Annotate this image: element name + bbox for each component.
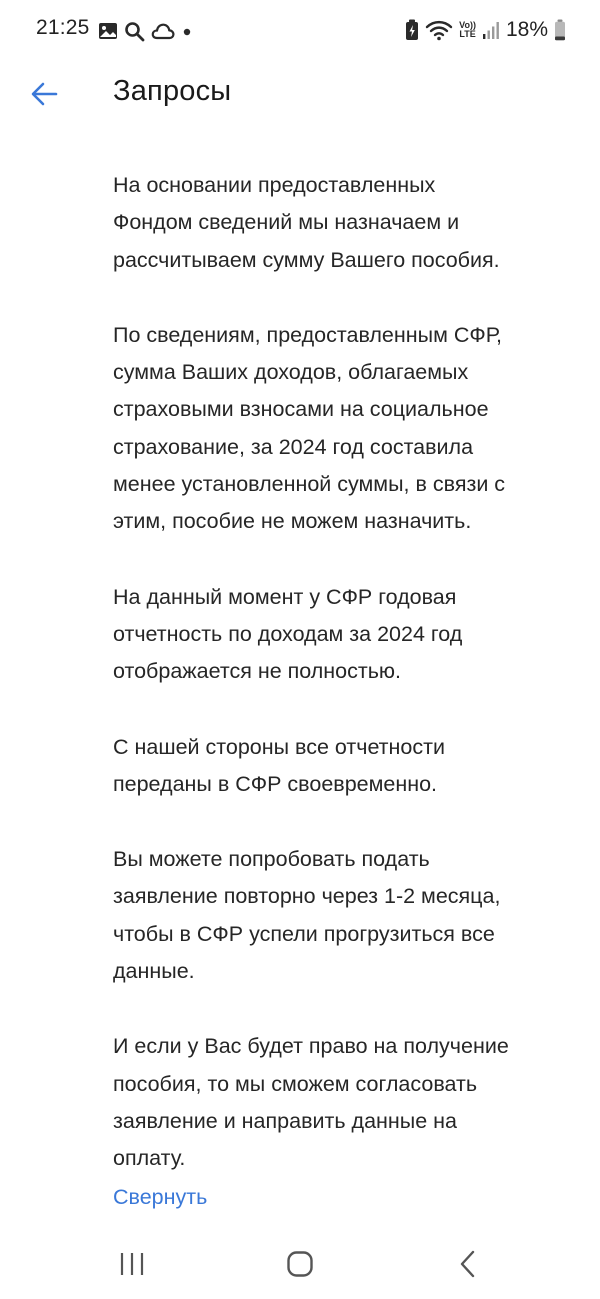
nav-back-button[interactable]	[448, 1244, 488, 1284]
message-paragraph: Вы можете попробовать подать заявление повторно через 1-2 месяца, чтобы в СФР успели прогрузиться все данные.	[113, 847, 501, 984]
arrow-left-icon	[30, 81, 58, 107]
back-icon	[458, 1250, 478, 1278]
battery-icon	[554, 19, 566, 41]
battery-saver-icon	[405, 19, 419, 41]
navigation-bar	[0, 1230, 600, 1299]
dot-icon	[181, 21, 193, 41]
message-body	[113, 167, 558, 1178]
signal-icon	[482, 20, 500, 40]
cloud-icon	[151, 21, 175, 41]
message-paragraph: На основании предоставленных Фондом сведений мы назначаем и рассчитываем сумму Вашего пособия.	[113, 173, 500, 272]
home-icon	[286, 1250, 314, 1278]
back-button[interactable]	[24, 74, 64, 114]
recents-button[interactable]	[112, 1244, 152, 1284]
collapse-link[interactable]: Свернуть	[113, 1185, 208, 1209]
battery-percent: 18%	[505, 18, 548, 41]
status-time: 21:25	[36, 16, 90, 39]
search-icon	[124, 21, 145, 42]
message-paragraph: По сведениям, предоставленным СФР, сумма Ваших доходов, облагаемых страховыми взносами на социальное страхование, за 2024 год составила менее установленной суммы, в связи с этим, пособие не можем назначить.	[113, 322, 506, 534]
image-icon	[98, 21, 118, 41]
volte-bottom-label: LTE	[459, 29, 476, 39]
page-title: Запросы	[113, 75, 232, 107]
status-bar	[0, 0, 600, 62]
home-button[interactable]	[280, 1244, 320, 1284]
message-paragraph: С нашей стороны все отчетности переданы в СФР своевременно.	[113, 734, 445, 796]
status-system-icons	[405, 16, 566, 44]
recents-icon	[118, 1251, 146, 1277]
message-paragraph: На данный момент у СФР годовая отчетность по доходам за 2024 год отображается не полностью.	[113, 584, 463, 684]
status-notification-icons	[98, 20, 193, 42]
message-paragraph: И если у Вас будет право на получение пособия, то мы сможем согласовать заявление и направить данные на оплату.	[113, 1034, 509, 1171]
wifi-icon	[425, 19, 453, 41]
volte-top-label: Vo))	[459, 20, 476, 30]
volte-icon	[459, 21, 476, 39]
app-bar	[0, 62, 600, 126]
